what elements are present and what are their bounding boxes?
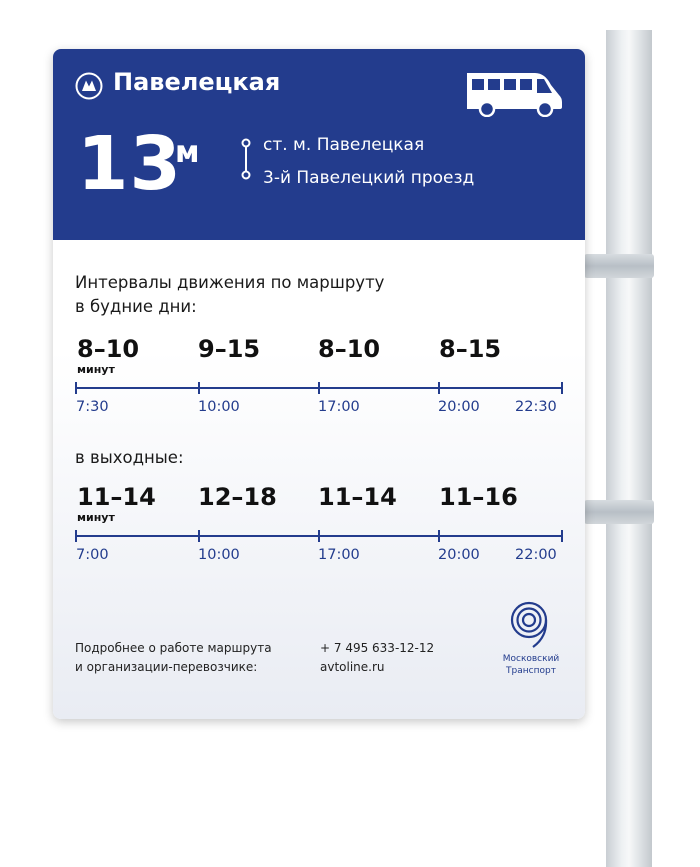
footer-info-line2: и организации-перевозчике:: [75, 660, 258, 674]
metro-logo-icon: [75, 72, 103, 100]
weekend-time-1: 7:00: [76, 547, 109, 563]
footer-contacts: [320, 639, 434, 677]
weekday-interval-1: 8–10: [77, 335, 140, 363]
weekend-interval-1: 11–14: [77, 483, 156, 511]
stop-first: ст. м. Павелецкая: [263, 135, 425, 155]
weekend-title: в выходные:: [75, 448, 184, 467]
weekday-timeline: [75, 382, 563, 394]
weekend-interval-4: 11–16: [439, 483, 518, 511]
weekend-time-2: 10:00: [198, 547, 240, 563]
weekday-interval-2: 9–15: [198, 335, 261, 363]
weekday-time-1: 7:30: [76, 399, 109, 415]
footer-site: avtoline.ru: [320, 660, 385, 674]
logo-line2: Транспорт: [506, 666, 556, 676]
weekday-unit: минут: [77, 363, 115, 376]
weekend-interval-2: 12–18: [198, 483, 277, 511]
weekday-title-line2: в будние дни:: [75, 297, 197, 316]
moscow-transport-logo-text: [493, 653, 569, 677]
weekday-time-5: 22:30: [515, 399, 557, 415]
route-number: 13: [77, 121, 182, 207]
weekday-time-3: 17:00: [318, 399, 360, 415]
stop-last: 3-й Павелецкий проезд: [263, 168, 475, 188]
footer-info: [75, 639, 272, 677]
weekday-time-4: 20:00: [438, 399, 480, 415]
bus-icon: [465, 69, 563, 117]
weekday-interval-4: 8–15: [439, 335, 502, 363]
moscow-transport-logo-icon: [509, 601, 553, 651]
weekend-unit: минут: [77, 511, 115, 524]
logo-line1: Московский: [502, 654, 560, 664]
weekday-interval-3: 8–10: [318, 335, 381, 363]
weekend-timeline: [75, 530, 563, 542]
route-suffix: м: [175, 135, 200, 170]
pole-clamp-top: [584, 254, 654, 278]
footer-info-line1: Подробнее о работе маршрута: [75, 641, 272, 655]
weekday-title: [75, 271, 384, 319]
route-stops-line-icon: [241, 135, 251, 183]
weekend-time-5: 22:00: [515, 547, 557, 563]
schedule-board: [53, 49, 585, 719]
weekday-title-line1: Интервалы движения по маршруту: [75, 273, 385, 292]
footer-phone: + 7 495 633-12-12: [320, 641, 435, 655]
weekend-interval-3: 11–14: [318, 483, 397, 511]
board-header: [53, 49, 585, 240]
weekend-time-4: 20:00: [438, 547, 480, 563]
sign-pole: [606, 30, 652, 867]
weekday-time-2: 10:00: [198, 399, 240, 415]
pole-clamp-bottom: [584, 500, 654, 524]
weekend-time-3: 17:00: [318, 547, 360, 563]
station-name: Павелецкая: [113, 68, 281, 96]
